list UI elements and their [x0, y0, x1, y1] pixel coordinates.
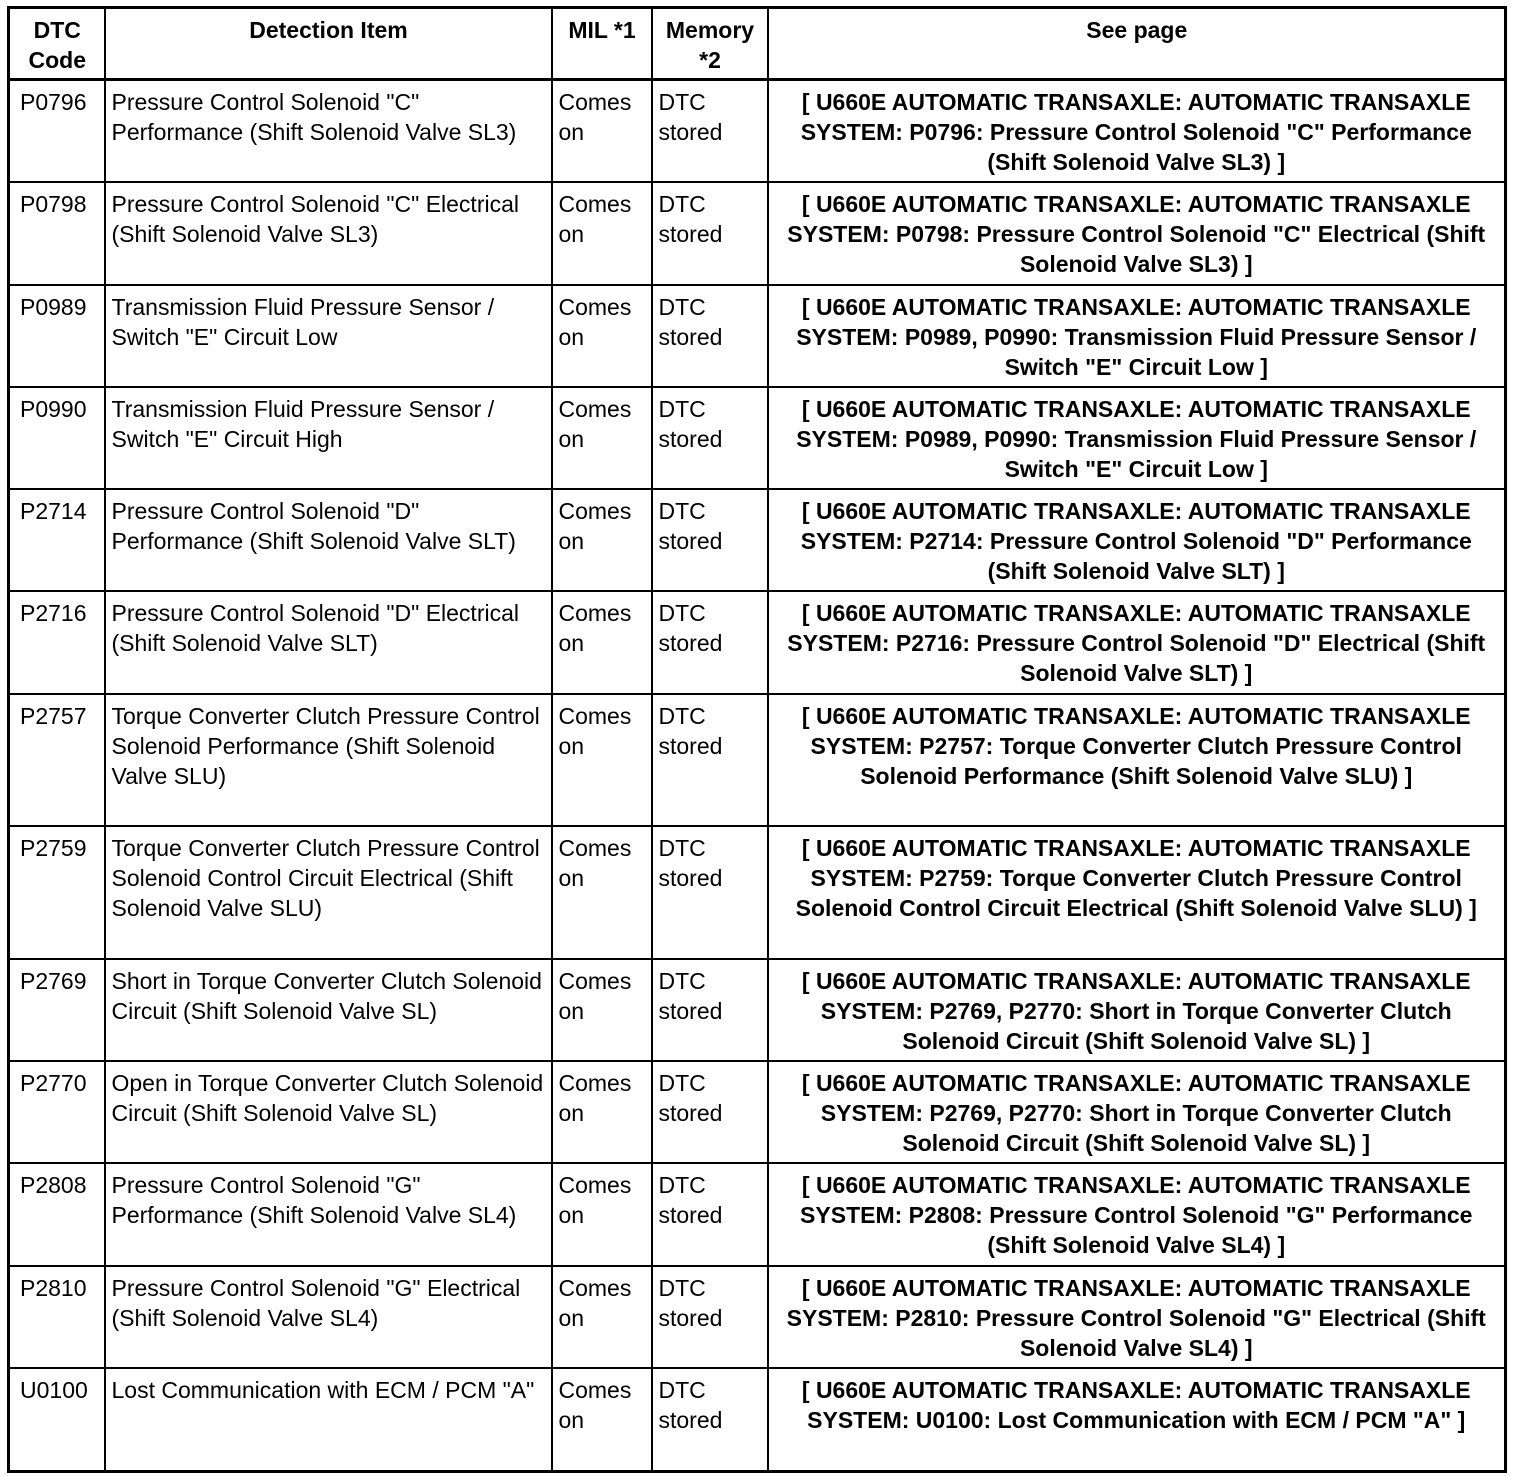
memory-text: stored	[658, 220, 723, 247]
detection-item-cell: Pressure Control Solenoid "G" Electrical (Shift Solenoid Valve SL4)	[105, 1266, 552, 1368]
mil-cell	[552, 1061, 652, 1163]
mil-text: Comes	[558, 497, 632, 524]
memory-cell	[652, 1163, 768, 1266]
memory-text: stored	[658, 1304, 723, 1331]
see-page-link[interactable]: [ U660E AUTOMATIC TRANSAXLE: AUTOMATIC TRANSAXLE SYSTEM: P2769, P2770: Short in Torque Converter Clutch Solenoid Circuit (Shift Solenoid Valve SL) ]	[768, 959, 1506, 1061]
memory-cell	[652, 182, 768, 285]
mil-text: on	[558, 864, 585, 891]
table-row	[9, 1266, 1506, 1368]
mil-text: Comes	[558, 293, 632, 320]
memory-text: stored	[658, 119, 723, 145]
mil-cell	[552, 1163, 652, 1266]
memory-text: DTC	[658, 1171, 706, 1198]
table-row	[9, 387, 1506, 489]
mil-text: Comes	[558, 702, 632, 729]
mil-text: on	[558, 732, 585, 759]
table-row	[9, 182, 1506, 285]
table-row	[9, 1368, 1506, 1472]
header-dtc-code: DTC Code	[9, 8, 105, 80]
mil-text: on	[558, 1406, 585, 1433]
memory-text: stored	[658, 864, 723, 891]
mil-text: on	[558, 220, 585, 247]
memory-text: stored	[658, 425, 723, 452]
mil-text: on	[558, 997, 585, 1024]
dtc-code-cell: P0990	[9, 387, 105, 489]
see-page-link[interactable]: [ U660E AUTOMATIC TRANSAXLE: AUTOMATIC TRANSAXLE SYSTEM: U0100: Lost Communication with ECM / PCM "A" ]	[768, 1368, 1506, 1472]
header-row	[9, 8, 1506, 80]
mil-text: Comes	[558, 1171, 632, 1198]
see-page-link[interactable]: [ U660E AUTOMATIC TRANSAXLE: AUTOMATIC TRANSAXLE SYSTEM: P2759: Torque Converter Clutch Pressure Control Solenoid Control Circuit Electrical (Shift Solenoid Valve SLU) ]	[768, 826, 1506, 959]
dtc-code-cell: U0100	[9, 1368, 105, 1472]
mil-text: on	[558, 323, 585, 350]
detection-item-cell: Pressure Control Solenoid "C" Performance (Shift Solenoid Valve SL3)	[105, 80, 552, 182]
mil-text: Comes	[558, 599, 632, 626]
memory-text: stored	[658, 527, 723, 554]
mil-cell	[552, 959, 652, 1061]
memory-cell	[652, 80, 768, 182]
memory-cell	[652, 826, 768, 959]
memory-text: stored	[658, 323, 723, 350]
memory-cell	[652, 1061, 768, 1163]
memory-cell	[652, 1266, 768, 1368]
table-row	[9, 1061, 1506, 1163]
memory-cell	[652, 591, 768, 694]
memory-text: stored	[658, 997, 723, 1024]
mil-cell	[552, 182, 652, 285]
see-page-link[interactable]: [ U660E AUTOMATIC TRANSAXLE: AUTOMATIC TRANSAXLE SYSTEM: P0796: Pressure Control Solenoid "C" Performance (Shift Solenoid Valve SL3) ]	[768, 80, 1506, 182]
memory-text: stored	[658, 732, 723, 759]
memory-cell	[652, 1368, 768, 1472]
detection-item-cell: Pressure Control Solenoid "C" Electrical (Shift Solenoid Valve SL3)	[105, 182, 552, 285]
header-detection-item: Detection Item	[105, 8, 552, 80]
memory-text: DTC	[658, 702, 706, 729]
mil-cell	[552, 1368, 652, 1472]
mil-text: on	[558, 1099, 585, 1126]
detection-item-cell: Pressure Control Solenoid "D" Electrical (Shift Solenoid Valve SLT)	[105, 591, 552, 694]
detection-item-cell: Open in Torque Converter Clutch Solenoid Circuit (Shift Solenoid Valve SL)	[105, 1061, 552, 1163]
dtc-code-cell: P2808	[9, 1163, 105, 1266]
dtc-code-cell: P2759	[9, 826, 105, 959]
table-row	[9, 826, 1506, 959]
see-page-link[interactable]: [ U660E AUTOMATIC TRANSAXLE: AUTOMATIC TRANSAXLE SYSTEM: P0798: Pressure Control Solenoid "C" Electrical (Shift Solenoid Valve SL3) ]	[768, 182, 1506, 285]
mil-text: on	[558, 425, 585, 452]
mil-text: Comes	[558, 1069, 632, 1096]
header-memory: Memory *2	[652, 8, 768, 80]
dtc-code-cell: P2757	[9, 694, 105, 826]
memory-text: DTC	[658, 293, 706, 320]
mil-cell	[552, 387, 652, 489]
see-page-link[interactable]: [ U660E AUTOMATIC TRANSAXLE: AUTOMATIC TRANSAXLE SYSTEM: P2769, P2770: Short in Torque Converter Clutch Solenoid Circuit (Shift Solenoid Valve SL) ]	[768, 1061, 1506, 1163]
mil-text: Comes	[558, 89, 632, 115]
table-row	[9, 489, 1506, 591]
memory-text: DTC	[658, 89, 706, 115]
dtc-code-cell: P2714	[9, 489, 105, 591]
table-body	[9, 80, 1506, 1472]
memory-text: stored	[658, 629, 723, 656]
dtc-code-cell: P0796	[9, 80, 105, 182]
mil-text: Comes	[558, 967, 632, 994]
memory-text: DTC	[658, 190, 706, 217]
memory-text: stored	[658, 1099, 723, 1126]
memory-text: DTC	[658, 395, 706, 422]
table-row	[9, 959, 1506, 1061]
dtc-code-cell: P2716	[9, 591, 105, 694]
mil-text: on	[558, 1201, 585, 1228]
memory-text: DTC	[658, 1069, 706, 1096]
detection-item-cell: Pressure Control Solenoid "D" Performance (Shift Solenoid Valve SLT)	[105, 489, 552, 591]
table-header	[9, 8, 1506, 80]
dtc-code-cell: P2810	[9, 1266, 105, 1368]
table-row	[9, 1163, 1506, 1266]
dtc-code-cell: P0798	[9, 182, 105, 285]
see-page-link[interactable]: [ U660E AUTOMATIC TRANSAXLE: AUTOMATIC TRANSAXLE SYSTEM: P2808: Pressure Control Solenoid "G" Performance (Shift Solenoid Valve SL4) ]	[768, 1163, 1506, 1266]
mil-text: Comes	[558, 1376, 632, 1403]
see-page-link[interactable]: [ U660E AUTOMATIC TRANSAXLE: AUTOMATIC TRANSAXLE SYSTEM: P2716: Pressure Control Solenoid "D" Electrical (Shift Solenoid Valve SLT) ]	[768, 591, 1506, 694]
mil-cell	[552, 591, 652, 694]
memory-text: DTC	[658, 599, 706, 626]
mil-text: on	[558, 629, 585, 656]
memory-text: stored	[658, 1201, 723, 1228]
mil-text: Comes	[558, 1274, 632, 1301]
dtc-code-cell: P2769	[9, 959, 105, 1061]
memory-text: DTC	[658, 1376, 706, 1403]
table-row	[9, 694, 1506, 826]
detection-item-cell: Torque Converter Clutch Pressure Control Solenoid Control Circuit Electrical (Shift Solenoid Valve SLU)	[105, 826, 552, 959]
mil-text: on	[558, 119, 585, 145]
detection-item-cell: Short in Torque Converter Clutch Solenoid Circuit (Shift Solenoid Valve SL)	[105, 959, 552, 1061]
detection-item-cell: Lost Communication with ECM / PCM "A"	[105, 1368, 552, 1472]
mil-cell	[552, 694, 652, 826]
mil-cell	[552, 80, 652, 182]
detection-item-cell: Transmission Fluid Pressure Sensor / Switch "E" Circuit Low	[105, 285, 552, 387]
table-row	[9, 285, 1506, 387]
table-row	[9, 591, 1506, 694]
mil-text: Comes	[558, 395, 632, 422]
memory-text: DTC	[658, 834, 706, 861]
see-page-link[interactable]: [ U660E AUTOMATIC TRANSAXLE: AUTOMATIC TRANSAXLE SYSTEM: P2757: Torque Converter Clutch Pressure Control Solenoid Performance (Shift Solenoid Valve SLU) ]	[768, 694, 1506, 826]
see-page-link[interactable]: [ U660E AUTOMATIC TRANSAXLE: AUTOMATIC TRANSAXLE SYSTEM: P2810: Pressure Control Solenoid "G" Electrical (Shift Solenoid Valve SL4) ]	[768, 1266, 1506, 1368]
see-page-link[interactable]: [ U660E AUTOMATIC TRANSAXLE: AUTOMATIC TRANSAXLE SYSTEM: P0989, P0990: Transmission Fluid Pressure Sensor / Switch "E" Circuit Low ]	[768, 387, 1506, 489]
memory-text: DTC	[658, 967, 706, 994]
dtc-code-cell: P2770	[9, 1061, 105, 1163]
dtc-code-cell: P0989	[9, 285, 105, 387]
memory-text: DTC	[658, 497, 706, 524]
mil-text: Comes	[558, 834, 632, 861]
detection-item-cell: Pressure Control Solenoid "G" Performance (Shift Solenoid Valve SL4)	[105, 1163, 552, 1266]
mil-cell	[552, 826, 652, 959]
mil-cell	[552, 489, 652, 591]
header-mil: MIL *1	[552, 8, 652, 80]
memory-cell	[652, 285, 768, 387]
memory-text: stored	[658, 1406, 723, 1433]
see-page-link[interactable]: [ U660E AUTOMATIC TRANSAXLE: AUTOMATIC TRANSAXLE SYSTEM: P2714: Pressure Control Solenoid "D" Performance (Shift Solenoid Valve SLT) ]	[768, 489, 1506, 591]
detection-item-cell: Transmission Fluid Pressure Sensor / Switch "E" Circuit High	[105, 387, 552, 489]
detection-item-cell: Torque Converter Clutch Pressure Control Solenoid Performance (Shift Solenoid Valve SLU)	[105, 694, 552, 826]
table-row	[9, 80, 1506, 182]
dtc-table	[7, 6, 1507, 1473]
mil-cell	[552, 285, 652, 387]
memory-text: DTC	[658, 1274, 706, 1301]
memory-cell	[652, 694, 768, 826]
memory-cell	[652, 489, 768, 591]
memory-cell	[652, 959, 768, 1061]
mil-text: on	[558, 527, 585, 554]
mil-text: on	[558, 1304, 585, 1331]
see-page-link[interactable]: [ U660E AUTOMATIC TRANSAXLE: AUTOMATIC TRANSAXLE SYSTEM: P0989, P0990: Transmission Fluid Pressure Sensor / Switch "E" Circuit Low ]	[768, 285, 1506, 387]
header-see-page: See page	[768, 8, 1506, 80]
memory-cell	[652, 387, 768, 489]
mil-text: Comes	[558, 190, 632, 217]
mil-cell	[552, 1266, 652, 1368]
